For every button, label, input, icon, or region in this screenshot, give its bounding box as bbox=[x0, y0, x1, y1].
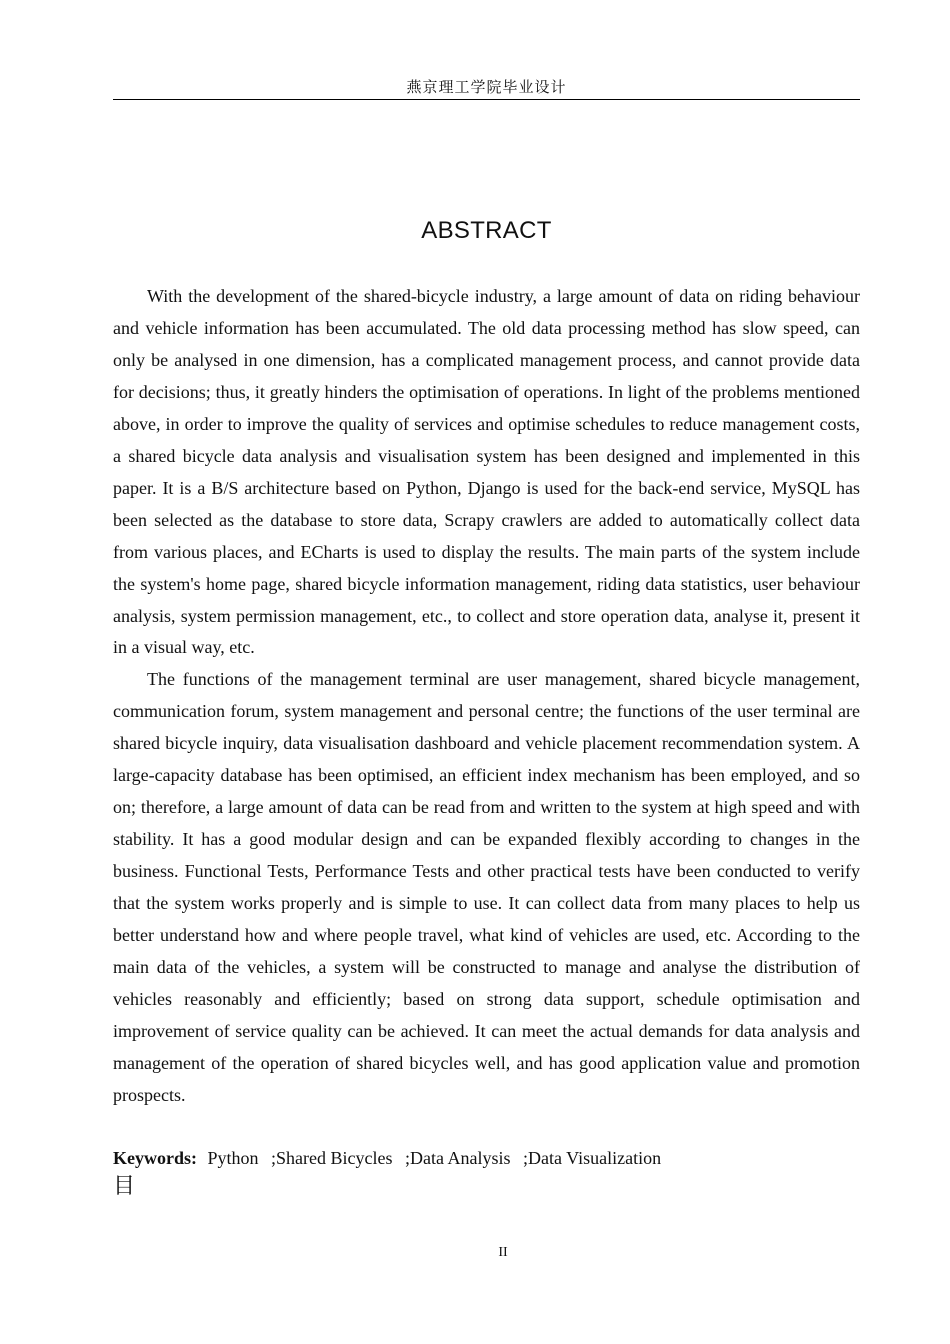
keywords-line bbox=[113, 1143, 860, 1174]
header-rule bbox=[113, 99, 860, 100]
page-number: II bbox=[498, 1245, 508, 1260]
page-header: 燕京理工学院毕业设计 bbox=[406, 78, 567, 96]
keyword-item: Data Analysis bbox=[410, 1148, 511, 1168]
keyword-item: Shared Bicycles bbox=[276, 1148, 393, 1168]
keyword-item: Python bbox=[207, 1148, 259, 1168]
abstract-title: ABSTRACT bbox=[421, 217, 552, 244]
abstract-body bbox=[113, 281, 860, 1112]
keyword-separator: ; bbox=[405, 1148, 411, 1168]
keyword-separator: ; bbox=[523, 1148, 529, 1168]
keyword-item: Data Visualization bbox=[528, 1148, 662, 1168]
toc-heading-fragment: 目 bbox=[113, 1174, 136, 1199]
abstract-paragraph: With the development of the shared-bicycle industry, a large amount of data on riding behaviour and vehicle information has been accumulated. The old data processing method has slow speed, can only be analysed in one dimension, has a complicated management process, and cannot provide data for decisions; thus, it greatly hinders the optimisation of operations. In light of the problems mentioned above, in order to improve the quality of services and optimise schedules to reduce management costs, a shared bicycle data analysis and visualisation system has been designed and implemented in this paper. It is a B/S architecture based on Python, Django is used for the back-end service, MySQL has been selected as the database to store data, Scrapy crawlers are added to automatically collect data from various places, and ECharts is used to display the results. The main parts of the system include the system's home page, shared bicycle information management, riding data statistics, user behaviour analysis, system permission management, etc., to collect and store operation data, analyse it, present it in a visual way, etc. bbox=[113, 286, 860, 658]
keywords-label: Keywords: bbox=[113, 1148, 197, 1168]
keyword-separator: ; bbox=[271, 1148, 277, 1168]
abstract-paragraph: The functions of the management terminal are user management, shared bicycle management, communication forum, system management and personal centre; the functions of the user terminal are shared bicycle inquiry, data visualisation dashboard and vehicle placement recommendation system. A large-capacity database has been optimised, an efficient index mechanism has been employed, and so on; therefore, a large amount of data can be read from and written to the system at high speed and with stability. It has a good modular design and can be expanded flexibly according to changes in the business. Functional Tests, Performance Tests and other practical tests have been conducted to verify that the system works properly and is simple to use. It can collect data from many places to help us better understand how and where people travel, what kind of vehicles are used, etc. According to the main data of the vehicles, a system will be constructed to manage and analyse the distribution of vehicles reasonably and efficiently; based on strong data support, schedule optimisation and improvement of service quality can be achieved. It can meet the actual demands for data analysis and management of the operation of shared bicycles well, and has good application value and promotion prospects. bbox=[113, 669, 860, 1105]
